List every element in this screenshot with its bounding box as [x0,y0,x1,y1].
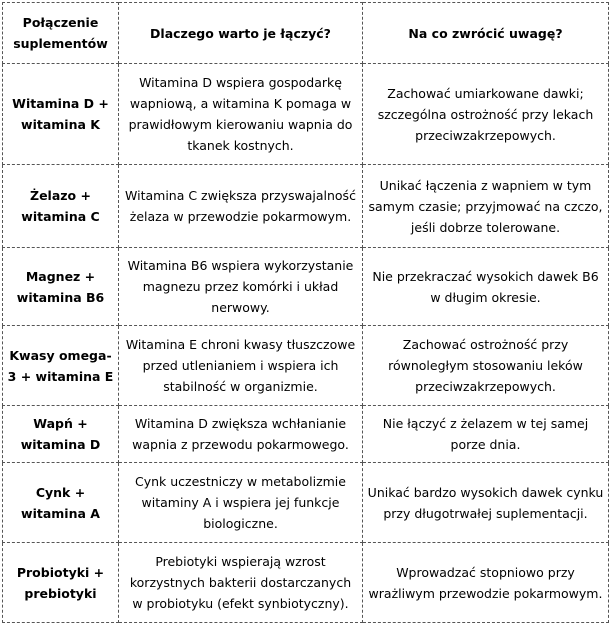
why-cell: Witamina C zwiększa przyswajalność żelaza w przewodzie pokarmowym. [119,165,363,248]
table-row [3,406,609,463]
note-cell: Nie przekraczać wysokich dawek B6 w długim okresie. [363,248,609,326]
note-cell: Wprowadzać stopniowo przy wrażliwym przewodzie pokarmowym. [363,543,609,623]
table-row [3,326,609,406]
supplements-table [2,2,609,623]
note-cell: Unikać bardzo wysokich dawek cynku przy długotrwałej suplementacji. [363,463,609,543]
why-cell: Witamina D wspiera gospodarkę wapniową, a witamina K pomaga w prawidłowym kierowaniu wapnia do tkanek kostnych. [119,64,363,165]
combo-cell: Cynk + witamina A [3,463,119,543]
note-cell: Zachować umiarkowane dawki; szczególna ostrożność przy lekach przeciwzakrzepowych. [363,64,609,165]
table-row [3,64,609,165]
table-row [3,165,609,248]
why-cell: Witamina E chroni kwasy tłuszczowe przed utlenianiem i wspiera ich stabilność w organizmie. [119,326,363,406]
combo-cell: Wapń + witamina D [3,406,119,463]
header-combination: Połączenie suplementów [3,3,119,64]
why-cell: Prebiotyki wspierają wzrost korzystnych bakterii dostarczanych w probiotyku (efekt synbiotyczny). [119,543,363,623]
table-row [3,543,609,623]
combo-cell: Żelazo + witamina C [3,165,119,248]
note-cell: Nie łączyć z żelazem w tej samej porze dnia. [363,406,609,463]
header-why: Dlaczego warto je łączyć? [119,3,363,64]
table-row [3,463,609,543]
combo-cell: Witamina D + witamina K [3,64,119,165]
why-cell: Cynk uczestniczy w metabolizmie witaminy A i wspiera jej funkcje biologiczne. [119,463,363,543]
combo-cell: Probiotyki + prebiotyki [3,543,119,623]
why-cell: Witamina D zwiększa wchłanianie wapnia z przewodu pokarmowego. [119,406,363,463]
why-cell: Witamina B6 wspiera wykorzystanie magnezu przez komórki i układ nerwowy. [119,248,363,326]
note-cell: Unikać łączenia z wapniem w tym samym czasie; przyjmować na czczo, jeśli dobrze tolerowane. [363,165,609,248]
combo-cell: Kwasy omega-3 + witamina E [3,326,119,406]
table-row [3,248,609,326]
combo-cell: Magnez + witamina B6 [3,248,119,326]
table-header-row [3,3,609,64]
note-cell: Zachować ostrożność przy równoległym stosowaniu leków przeciwzakrzepowych. [363,326,609,406]
header-notes: Na co zwrócić uwagę? [363,3,609,64]
